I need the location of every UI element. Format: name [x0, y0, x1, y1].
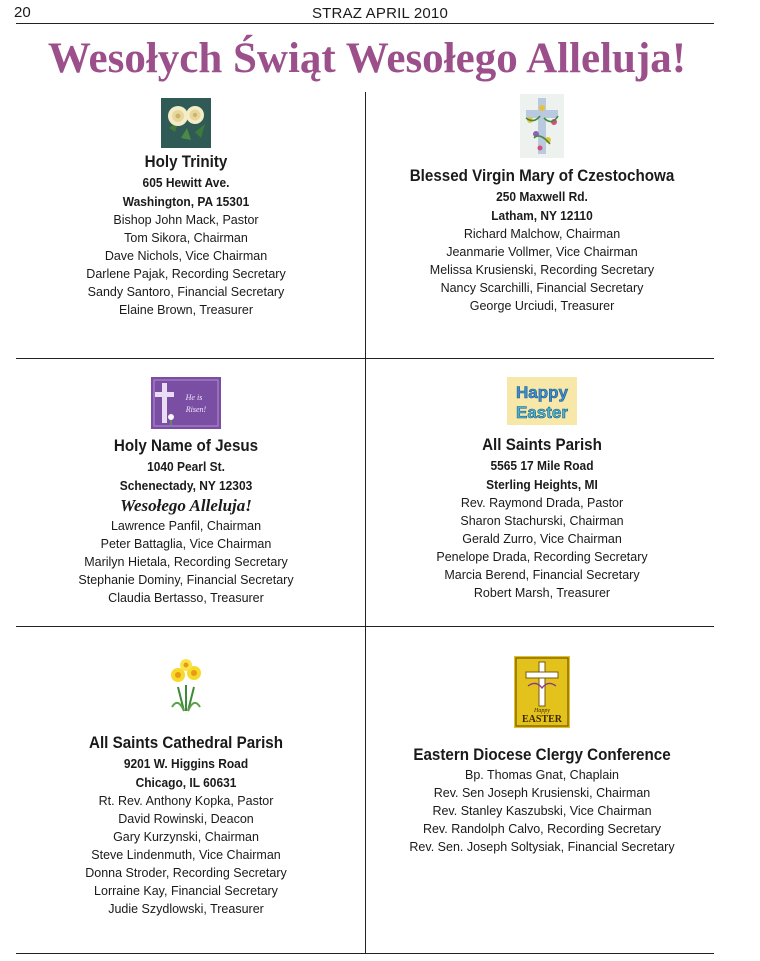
he-is-risen-cross-icon — [151, 377, 221, 429]
floral-cross-icon — [520, 94, 564, 158]
picture-caption: He is — [185, 393, 203, 402]
officer-line: Elaine Brown, Treasurer — [118, 303, 254, 317]
row-divider — [16, 626, 714, 627]
officer-line: David Rowinski, Deacon — [118, 812, 254, 826]
address-line: 1040 Pearl St. — [147, 459, 225, 474]
picture-caption: Happy — [534, 708, 550, 714]
officer-line: Sharon Stachurski, Chairman — [460, 514, 624, 528]
officer-line: Sandy Santoro, Financial Secretary — [87, 285, 285, 299]
parish-all-saints — [372, 377, 712, 602]
officer-line: Rev. Randolph Calvo, Recording Secretary — [422, 822, 662, 836]
officer-line: Gerald Zurro, Vice Chairman — [462, 532, 622, 546]
officer-line: Jeanmarie Vollmer, Vice Chairman — [446, 245, 638, 259]
picture-caption: Easter — [516, 403, 568, 422]
row-divider — [16, 358, 714, 359]
organization-name: Holy Trinity — [144, 153, 228, 171]
daffodils-icon — [166, 657, 206, 713]
officer-line: Robert Marsh, Treasurer — [473, 586, 611, 600]
officer-line: Rev. Sen Joseph Krusienski, Chairman — [433, 786, 651, 800]
address-line: Washington, PA 15301 — [122, 194, 250, 209]
officer-line: Lawrence Panfil, Chairman — [110, 519, 262, 533]
officer-line: Richard Malchow, Chairman — [463, 227, 621, 241]
officer-line: Rev. Raymond Drada, Pastor — [460, 496, 624, 510]
officer-line: Judie Szydlowski, Treasurer — [108, 902, 264, 916]
officer-line: Donna Stroder, Recording Secretary — [85, 866, 287, 880]
officer-line: Melissa Krusienski, Recording Secretary — [429, 263, 655, 277]
picture-caption: EASTER — [521, 714, 563, 725]
officer-line: George Urciudi, Treasurer — [469, 299, 615, 313]
page-number: 20 — [14, 4, 31, 21]
officer-line: Rev. Sen. Joseph Soltysiak, Financial Secretary — [409, 840, 675, 854]
picture-caption: Risen! — [185, 405, 207, 414]
header-rule — [16, 23, 714, 24]
officer-line: Marilyn Hietala, Recording Secretary — [84, 555, 288, 569]
organization-name: Eastern Diocese Clergy Conference — [413, 746, 671, 764]
organization-name: Blessed Virgin Mary of Czestochowa — [409, 167, 675, 185]
officer-line: Steve Lindenmuth, Vice Chairman — [91, 848, 281, 862]
address-line: 605 Hewitt Ave. — [142, 175, 230, 190]
parish-holy-trinity — [16, 98, 356, 319]
address-line: Sterling Heights, MI — [486, 477, 598, 492]
happy-easter-icon — [507, 377, 577, 425]
parish-all-saints-cathedral — [16, 657, 356, 918]
officer-line: Stephanie Dominy, Financial Secretary — [78, 573, 294, 587]
address-line: 9201 W. Higgins Road — [123, 756, 249, 771]
row-divider — [16, 953, 714, 954]
organization-name: All Saints Parish — [482, 436, 602, 454]
address-line: 5565 17 Mile Road — [490, 458, 594, 473]
column-divider — [365, 92, 366, 954]
address-line: 250 Maxwell Rd. — [496, 189, 588, 204]
officer-line: Nancy Scarchilli, Financial Secretary — [440, 281, 644, 295]
address-line: Chicago, IL 60631 — [135, 775, 237, 790]
officer-line: Claudia Bertasso, Treasurer — [108, 591, 264, 605]
running-head: STRAZ APRIL 2010 — [311, 5, 449, 22]
organization-name: Holy Name of Jesus — [113, 437, 259, 455]
officer-line: Rev. Stanley Kaszubski, Vice Chairman — [432, 804, 652, 818]
officer-line: Peter Battaglia, Vice Chairman — [100, 537, 272, 551]
officer-line: Marcia Berend, Financial Secretary — [444, 568, 640, 582]
parish-holy-name-of-jesus — [16, 377, 356, 607]
address-line: Schenectady, NY 12303 — [119, 478, 253, 493]
officer-line: Rt. Rev. Anthony Kopka, Pastor — [98, 794, 274, 808]
organization-name: All Saints Cathedral Parish — [88, 734, 284, 752]
officer-line: Bp. Thomas Gnat, Chaplain — [464, 768, 620, 782]
easter-cross-icon — [514, 656, 570, 728]
eastern-diocese-clergy-conference — [372, 656, 712, 856]
picture-caption: Happy — [516, 383, 568, 402]
parish-blessed-virgin-mary — [372, 94, 712, 315]
address-line: Latham, NY 12110 — [491, 208, 593, 223]
officer-line: Darlene Pajak, Recording Secretary — [86, 267, 286, 281]
officer-line: Tom Sikora, Chairman — [124, 231, 248, 245]
officer-line: Penelope Drada, Recording Secretary — [436, 550, 648, 564]
white-roses-icon — [161, 98, 211, 148]
officer-line: Gary Kurzynski, Chairman — [113, 830, 259, 844]
officer-line: Lorraine Kay, Financial Secretary — [94, 884, 278, 898]
page-headline: Wesołych Świąt Wesołego Alleluja! — [47, 35, 687, 82]
easter-greeting: Wesołego Alleluja! — [120, 496, 252, 515]
officer-line: Bishop John Mack, Pastor — [113, 213, 259, 227]
officer-line: Dave Nichols, Vice Chairman — [104, 249, 268, 263]
